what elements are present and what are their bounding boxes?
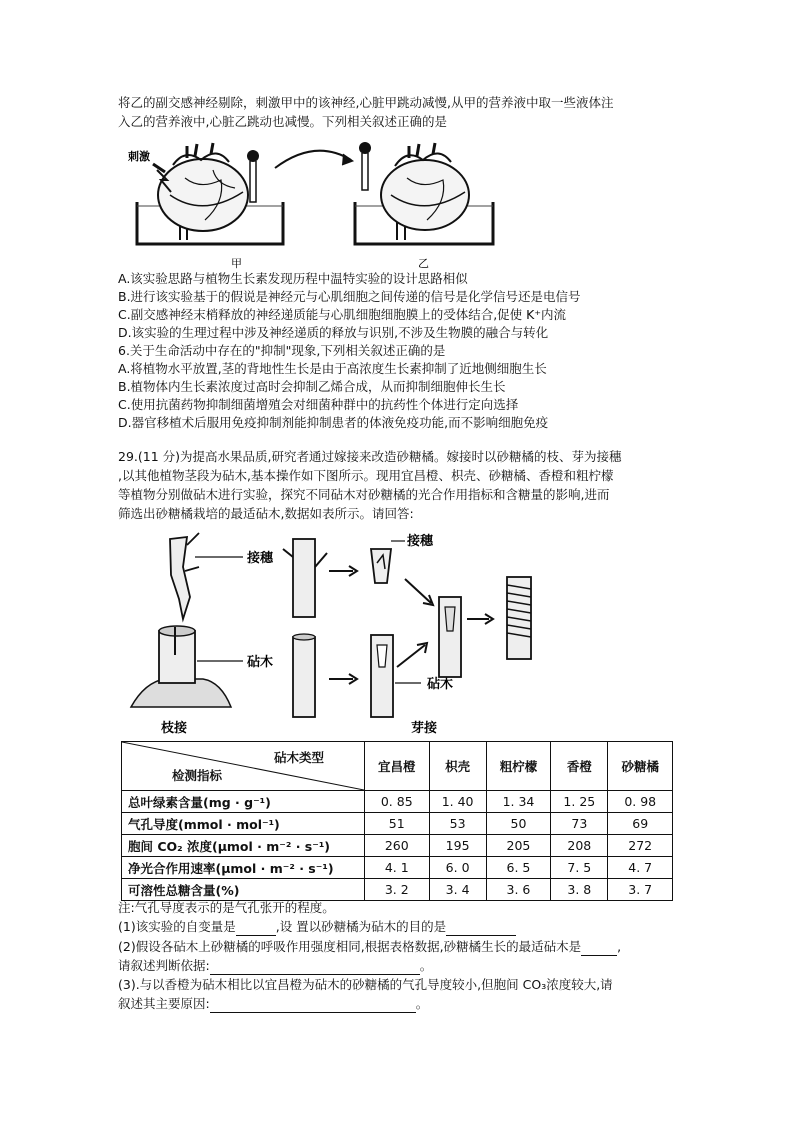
label-yi: 乙 xyxy=(418,257,429,270)
table-cell: 272 xyxy=(608,835,673,857)
intro-line-2: 入乙的营养液中,心脏乙跳动也减慢。下列相关叙述正确的是 xyxy=(118,114,447,129)
table-cell: 3. 6 xyxy=(486,879,551,901)
row-label: 胞间 CO₂ 浓度(μmol · m⁻² · s⁻¹) xyxy=(122,835,365,857)
column-header: 枳壳 xyxy=(429,742,486,791)
scion-label-2: 接穗 xyxy=(407,534,434,549)
answer-blank[interactable] xyxy=(581,955,617,956)
table-cell: 3. 8 xyxy=(551,879,608,901)
table-cell: 51 xyxy=(365,813,430,835)
table-row xyxy=(122,813,673,835)
q5-option-a: A.该实验思路与植物生长素发现历程中温特实验的设计思路相似 xyxy=(118,271,468,286)
header-rootstock-type: 砧木类型 xyxy=(273,750,324,765)
heart-experiment-figure xyxy=(125,140,495,272)
question-2 xyxy=(118,938,621,956)
column-header: 香橙 xyxy=(551,742,608,791)
row-label: 可溶性总糖含量(%) xyxy=(122,879,365,901)
row-label: 净光合作用速率(μmol · m⁻² · s⁻¹) xyxy=(122,857,365,879)
table-header-row xyxy=(122,742,673,791)
answer-blank[interactable] xyxy=(210,1012,416,1013)
intro-line-1: 将乙的副交感神经剔除，刺激甲中的该神经,心脏甲跳动减慢,从甲的营养液中取一些液体注 xyxy=(118,95,614,110)
stock-label-2: 砧木 xyxy=(427,677,454,692)
table-cell: 3. 4 xyxy=(429,879,486,901)
q6-option-c: C.使用抗菌药物抑制细菌增殖会对细菌种群中的抗药性个体进行定向选择 xyxy=(118,397,519,412)
table-row xyxy=(122,857,673,879)
column-header: 粗柠檬 xyxy=(486,742,551,791)
stim-label: 刺激 xyxy=(128,150,150,163)
q6-stem: 6.关于生命活动中存在的"抑制"现象,下列相关叙述正确的是 xyxy=(118,343,446,358)
column-header: 砂糖橘 xyxy=(608,742,673,791)
question-3-text-b: 叙述其主要原因: xyxy=(118,996,210,1011)
q29-line-2: ,以其他植物茎段为砧木,基本操作如下图所示。现用宜昌橙、枳壳、砂糖橘、香橙和粗柠檬 xyxy=(118,468,614,483)
table-cell: 53 xyxy=(429,813,486,835)
table-cell: 1. 34 xyxy=(486,791,551,813)
label-jia: 甲 xyxy=(231,257,242,270)
bud-scion-drawing xyxy=(371,549,391,583)
table-note: 注:气孔导度表示的是气孔张开的程度。 xyxy=(118,900,335,915)
answer-blank[interactable] xyxy=(446,935,516,936)
table-cell: 6. 0 xyxy=(429,857,486,879)
question-3-text-c: 。 xyxy=(415,996,429,1011)
question-1-text-b: ,设 置以砂糖橘为砧木的目的是 xyxy=(275,919,447,934)
q5-option-c: C.副交感神经末梢释放的神经递质能与心肌细胞细胞膜上的受体结合,促使 K⁺内流 xyxy=(118,307,566,322)
branch-scion-drawing xyxy=(170,533,199,619)
q29-line-1: 29.(11 分)为提高水果品质,研究者通过嫁接来改造砂糖橘。嫁接时以砂糖橘的枝、芽为接穗 xyxy=(118,449,622,464)
q29-line-3: 等植物分别做砧木进行实验，探究不同砧木对砂糖橘的光合作用指标和含糖量的影响,进而 xyxy=(118,487,610,502)
q6-option-d: D.器官移植术后服用免疫抑制剂能抑制患者的体液免疫功能,而不影响细胞免疫 xyxy=(118,415,549,430)
table-cell: 3. 2 xyxy=(365,879,430,901)
table-row xyxy=(122,835,673,857)
table-cell: 0. 85 xyxy=(365,791,430,813)
table-cell: 3. 7 xyxy=(608,879,673,901)
stock-label-1: 砧木 xyxy=(247,655,274,670)
column-header: 宜昌橙 xyxy=(365,742,430,791)
question-2-reason xyxy=(118,957,432,975)
heart-yi-drawing xyxy=(381,143,469,230)
question-3: (3).与以香橙为砧木相比以宜昌橙为砧木的砂糖橘的气孔导度较小,但胞间 CO₃浓度较大,请 xyxy=(118,977,613,992)
table-row xyxy=(122,879,673,901)
q5-option-d: D.该实验的生理过程中涉及神经递质的释放与识别,不涉及生物膜的融合与转化 xyxy=(118,325,549,340)
question-3-reason xyxy=(118,995,428,1013)
table-corner-cell xyxy=(122,742,365,791)
question-2-text-d: 。 xyxy=(419,958,433,973)
question-1-text-a: (1)该实验的自变量是 xyxy=(118,919,236,934)
answer-blank[interactable] xyxy=(236,935,276,936)
table-cell: 195 xyxy=(429,835,486,857)
question-2-text-a: (2)假设各砧木上砂糖橘的呼吸作用强度相同,根据表格数据,砂糖橘生长的最适砧木是 xyxy=(118,939,582,954)
bud-branch-drawing xyxy=(283,539,327,617)
bud-stock-cut-drawing xyxy=(371,635,393,717)
answer-blank[interactable] xyxy=(210,974,420,975)
table-cell: 7. 5 xyxy=(551,857,608,879)
row-label: 气孔导度(mmol · mol⁻¹) xyxy=(122,813,365,835)
table-cell: 208 xyxy=(551,835,608,857)
table-row xyxy=(122,791,673,813)
table-cell: 6. 5 xyxy=(486,857,551,879)
table-cell: 69 xyxy=(608,813,673,835)
scion-label-1: 接穗 xyxy=(247,551,274,566)
table-cell: 50 xyxy=(486,813,551,835)
rootstock-data-table xyxy=(121,741,673,901)
table-cell: 4. 1 xyxy=(365,857,430,879)
table-cell: 4. 7 xyxy=(608,857,673,879)
caption-branch-graft: 枝接 xyxy=(161,721,188,736)
bud-bound-drawing xyxy=(507,577,531,659)
table-cell: 1. 25 xyxy=(551,791,608,813)
header-indicator: 检测指标 xyxy=(172,768,223,783)
question-2-text-b: , xyxy=(617,939,622,954)
q5-option-b: B.进行该实验基于的假说是神经元与心肌细胞之间传递的信号是化学信号还是电信号 xyxy=(118,289,581,304)
table-cell: 205 xyxy=(486,835,551,857)
question-1 xyxy=(118,918,516,936)
branch-stock-drawing xyxy=(131,626,231,707)
q6-option-b: B.植物体内生长素浓度过高时会抑制乙烯合成，从而抑制细胞伸长生长 xyxy=(118,379,506,394)
table-cell: 260 xyxy=(365,835,430,857)
table-cell: 0. 98 xyxy=(608,791,673,813)
bud-inserted-drawing xyxy=(439,597,461,677)
table-cell: 73 xyxy=(551,813,608,835)
heart-jia-drawing xyxy=(158,143,248,231)
grafting-figure xyxy=(115,527,675,737)
q29-line-4: 筛选出砂糖橘栽培的最适砧木,数据如表所示。请回答: xyxy=(118,506,414,521)
caption-bud-graft: 芽接 xyxy=(411,721,438,736)
bud-stock-drawing xyxy=(293,634,315,717)
q6-option-a: A.将植物水平放置,茎的背地性生长是由于高浓度生长素抑制了近地侧细胞生长 xyxy=(118,361,547,376)
question-2-text-c: 请叙述判断依据: xyxy=(118,958,210,973)
row-label: 总叶绿素含量(mg · g⁻¹) xyxy=(122,791,365,813)
table-cell: 1. 40 xyxy=(429,791,486,813)
